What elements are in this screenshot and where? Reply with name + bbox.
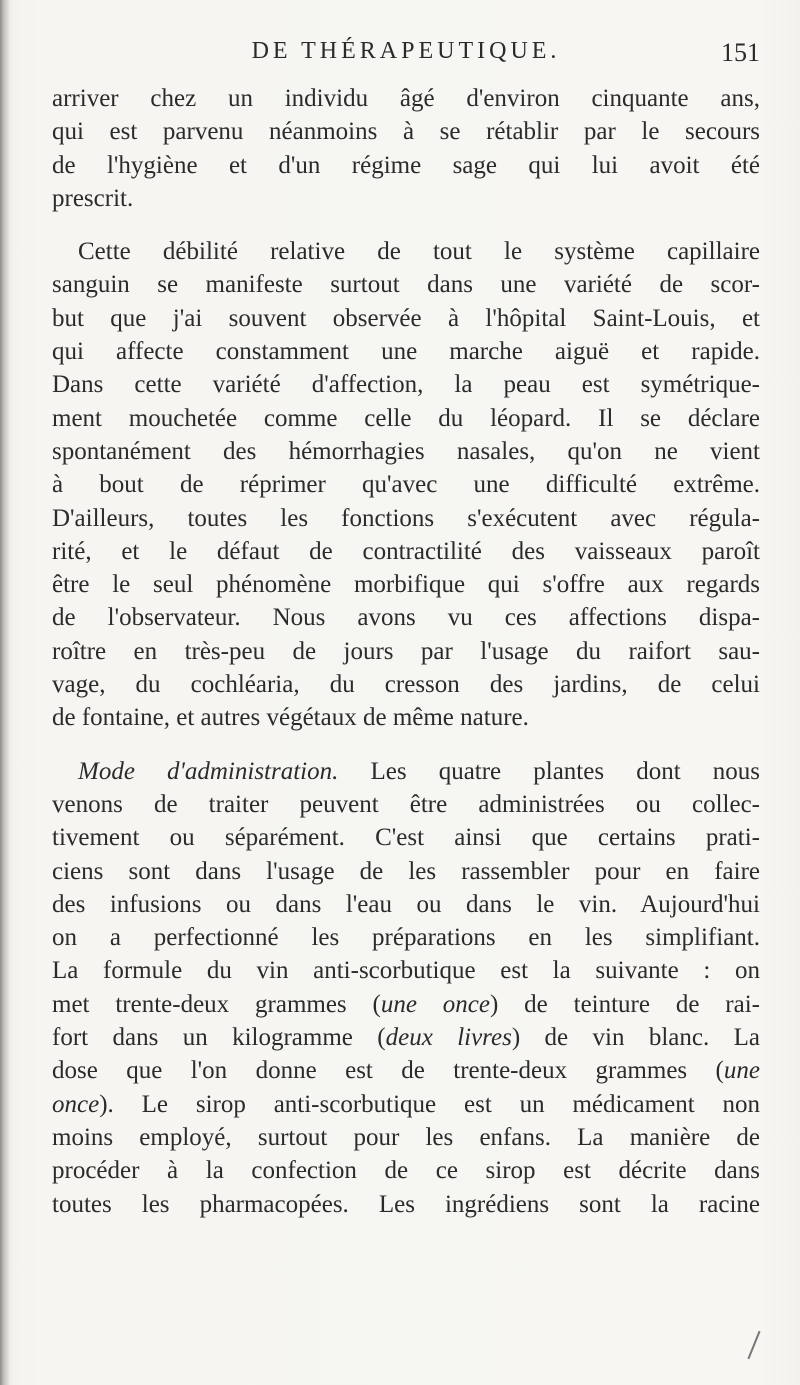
text-line xyxy=(52,1021,760,1054)
text-line: de fontaine, et autres végétaux de même nature. xyxy=(52,704,529,732)
text-line: tivement ou séparément. C'est ainsi que certains prati- xyxy=(52,824,760,852)
text-line: de l'hygiène et d'un régime sage qui lui avoit été xyxy=(52,151,760,179)
italic-segment: deux livres xyxy=(385,1024,512,1052)
text-line: vage, du cochléaria, du cresson des jardins, de celui xyxy=(52,671,760,699)
page-number: 151 xyxy=(721,38,760,67)
text-line: spontanément des hémorrhagies nasales, qu'on ne vient xyxy=(52,437,760,465)
text-segment: fort dans un kilogramme ( xyxy=(52,1024,386,1052)
text-line: roître en très-peu de jours par l'usage du raifort sau- xyxy=(52,637,760,665)
text-line: sanguin se manifeste surtout dans une variété de scor- xyxy=(52,271,760,299)
text-line: qui est parvenu néanmoins à se rétablir par le secours xyxy=(52,118,760,146)
text-line: arriver chez un individu âgé d'environ cinquante ans, xyxy=(52,85,760,112)
section-heading-italic: Mode d'administration. xyxy=(78,757,339,785)
text-line: D'ailleurs, toutes les fonctions s'exécutent avec régula- xyxy=(52,504,760,532)
italic-segment: once xyxy=(52,1090,100,1118)
text-segment: dose que l'on donne est de trente-deux grammes ( xyxy=(52,1057,724,1085)
text-line: ciens sont dans l'usage de les rassembler pour en faire xyxy=(52,857,760,885)
text-line: être le seul phénomène morbifique qui s'offre aux regards xyxy=(52,571,760,599)
text-segment: ) de vin blanc. La xyxy=(511,1024,760,1052)
text-line: procéder à la confection de ce sirop est décrite dans xyxy=(52,1157,760,1185)
text-line: à bout de réprimer qu'avec une difficulté extrême. xyxy=(52,471,760,499)
running-title: DE THÉRAPEUTIQUE. xyxy=(251,38,561,64)
text-line: Dans cette variété d'affection, la peau est symétrique- xyxy=(52,371,760,399)
text-line: des infusions ou dans l'eau ou dans le vin. Aujourd'hui xyxy=(52,890,760,918)
body-text xyxy=(52,82,760,1221)
text-line: prescrit. xyxy=(52,184,134,212)
text-segment: met trente-deux grammes ( xyxy=(52,990,381,1018)
text-line: de l'observateur. Nous avons vu ces affections dispa- xyxy=(52,604,760,632)
paragraph-1 xyxy=(52,82,760,215)
text-line: rité, et le défaut de contractilité des vaisseaux paroît xyxy=(52,537,760,565)
italic-segment: une xyxy=(723,1057,760,1085)
text-line: qui affecte constamment une marche aiguë et rapide. xyxy=(52,338,760,366)
text-line xyxy=(52,755,760,788)
text-line xyxy=(52,1054,760,1087)
text-line xyxy=(52,988,760,1021)
text-line: venons de traiter peuvent être administrées ou collec- xyxy=(52,790,760,818)
paragraph-3 xyxy=(52,755,760,1221)
paragraph-2 xyxy=(52,235,760,734)
text-line: toutes les pharmacopées. Les ingrédiens sont la racine xyxy=(52,1190,760,1218)
page-header xyxy=(52,38,760,78)
text-line: Cette débilité relative de tout le système capillaire xyxy=(78,238,760,266)
text-line: La formule du vin anti-scorbutique est la suivante : on xyxy=(52,957,760,985)
page-spine-shadow xyxy=(0,0,10,1385)
text-line xyxy=(52,1088,760,1121)
text-segment: ). Le sirop anti-scorbutique est un médicament non xyxy=(99,1090,760,1118)
pencil-mark xyxy=(747,1331,760,1360)
italic-segment: une once xyxy=(380,990,490,1018)
text-line: but que j'ai souvent observée à l'hôpital Saint-Louis, et xyxy=(52,304,760,332)
text-line: moins employé, surtout pour les enfans. La manière de xyxy=(52,1123,760,1151)
text-line: ment mouchetée comme celle du léopard. Il se déclare xyxy=(52,404,760,432)
text-segment: Les quatre plantes dont nous xyxy=(338,757,760,785)
text-line: on a perfectionné les préparations en les simplifiant. xyxy=(52,924,760,952)
text-segment: ) de teinture de rai- xyxy=(490,990,760,1018)
